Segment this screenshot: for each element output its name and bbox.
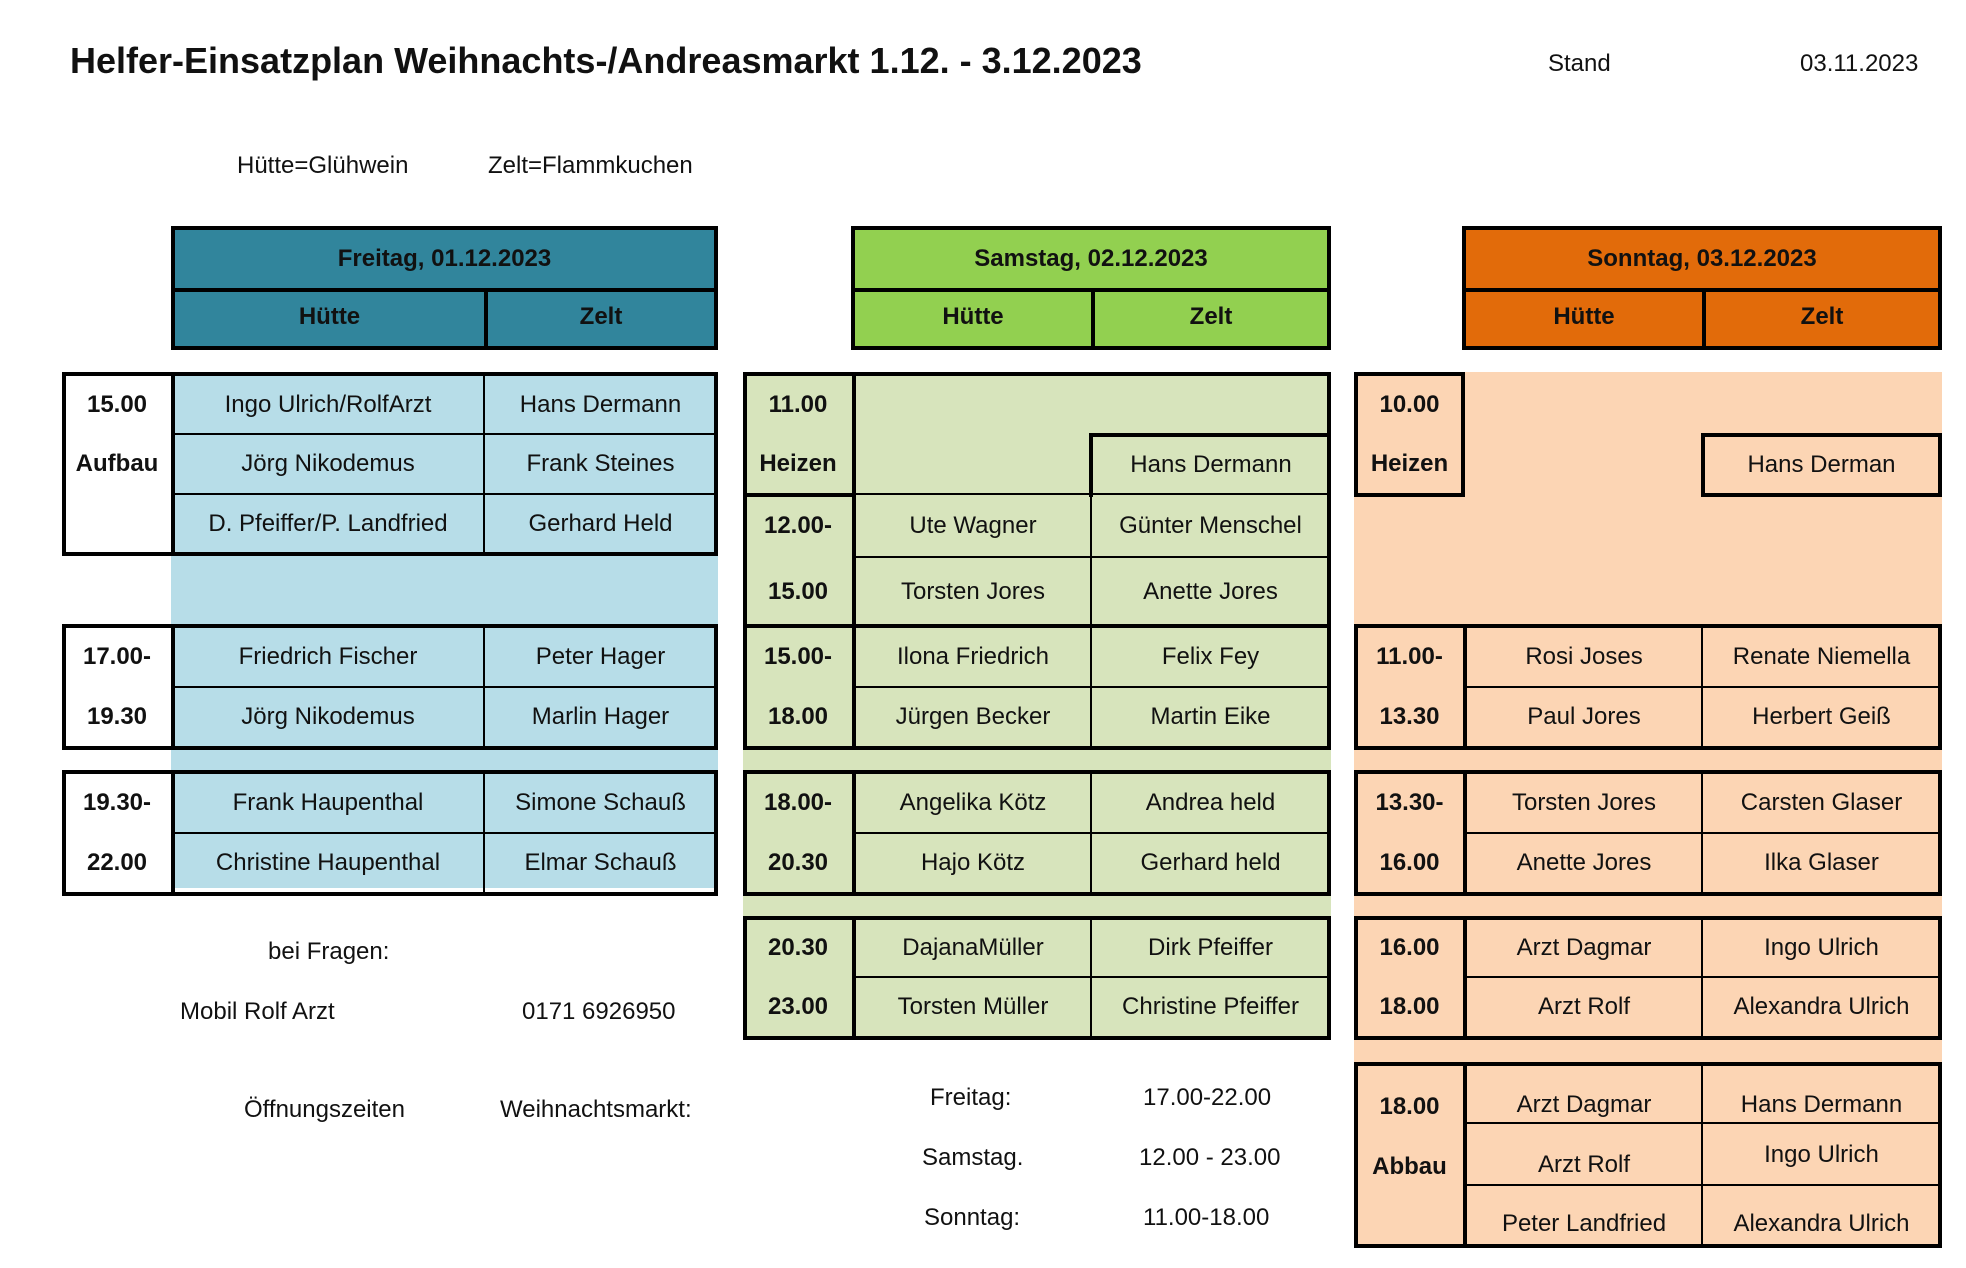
table-cell: Hans Dermann — [1740, 1091, 1903, 1118]
table-cell: Günter Menschel — [1119, 512, 1302, 539]
table-cell: Arzt Dagmar — [1516, 1091, 1652, 1118]
table-cell: Renate Niemella — [1732, 643, 1911, 670]
saturday-title: Samstag, 02.12.2023 — [855, 230, 1327, 292]
table-cell: Alexandra Ulrich — [1733, 993, 1910, 1020]
friday-title: Freitag, 01.12.2023 — [175, 230, 714, 292]
hours-time: 11.00-18.00 — [1143, 1204, 1270, 1231]
saturday-slot5-time-start: 20.30 — [767, 934, 829, 961]
table-cell: Arzt Dagmar — [1516, 934, 1652, 961]
table-cell: Carsten Glaser — [1740, 789, 1903, 816]
saturday-slot2-time-start: 12.00- — [763, 512, 833, 539]
table-cell: Torsten Müller — [897, 993, 1049, 1020]
table-cell: Torsten Jores — [1511, 789, 1657, 816]
friday-col-zelt: Zelt — [579, 303, 623, 330]
table-cell: Angelika Kötz — [899, 789, 1047, 816]
saturday-header — [851, 226, 1331, 350]
sunday-col-zelt: Zelt — [1800, 303, 1844, 330]
table-cell: Christine Pfeiffer — [1122, 993, 1299, 1020]
sunday-slot1-time: 10.00 — [1379, 391, 1440, 418]
table-cell: Hans Dermann — [519, 391, 682, 418]
sunday-header — [1462, 226, 1942, 350]
table-cell: Felix Fey — [1161, 643, 1260, 670]
table-cell: D. Pfeiffer/P. Landfried — [208, 510, 448, 537]
saturday-slot1-label: Heizen — [759, 450, 837, 477]
table-cell: Rosi Joses — [1525, 643, 1643, 670]
table-cell: Ingo Ulrich/RolfArzt — [224, 391, 432, 418]
friday-slot2-time-end: 19.30 — [86, 703, 148, 730]
table-cell: DajanaMüller — [902, 934, 1044, 961]
friday-header — [171, 226, 718, 350]
saturday-slot4-time-end: 20.30 — [767, 849, 829, 876]
friday-slot2-time-start: 17.00- — [82, 643, 152, 670]
friday-col-huette: Hütte — [175, 288, 488, 346]
sunday-slot3-time-end: 16.00 — [1379, 849, 1440, 876]
table-cell: Elmar Schauß — [524, 849, 677, 876]
table-cell: Ute Wagner — [909, 512, 1037, 539]
table-cell: Anette Jores — [1516, 849, 1652, 876]
hours-day: Samstag. — [922, 1144, 1024, 1171]
table-cell: Frank Steines — [526, 450, 675, 477]
saturday-col-zelt: Zelt — [1189, 303, 1233, 330]
saturday-slot3-time-end: 18.00 — [767, 703, 829, 730]
table-cell: Gerhard held — [1140, 849, 1281, 876]
table-cell: Peter Landfried — [1501, 1210, 1667, 1237]
table-cell: Ilka Glaser — [1764, 849, 1879, 876]
hours-time: 17.00-22.00 — [1143, 1084, 1272, 1111]
table-cell: Martin Eike — [1150, 703, 1271, 730]
table-cell: Simone Schauß — [515, 789, 686, 816]
saturday-slot1-time: 11.00 — [768, 391, 828, 418]
legend-zelt: Zelt=Flammkuchen — [488, 152, 693, 179]
hours-time: 12.00 - 23.00 — [1139, 1144, 1281, 1171]
friday-slot1-label: Aufbau — [75, 450, 159, 477]
table-cell: Alexandra Ulrich — [1733, 1210, 1910, 1237]
divider — [852, 556, 1331, 558]
sunday-slot2-time-end: 13.30 — [1379, 703, 1440, 730]
saturday-slot4-time-start: 18.00- — [763, 789, 833, 816]
table-cell: Anette Jores — [1143, 578, 1278, 605]
table-cell: Ingo Ulrich — [1764, 1141, 1879, 1168]
hours-label-market: Weihnachtsmarkt: — [500, 1096, 692, 1123]
table-cell: Paul Jores — [1527, 703, 1641, 730]
sunday-slot5-label: Abbau — [1372, 1153, 1447, 1180]
contact-name: Mobil Rolf Arzt — [180, 998, 335, 1025]
sunday-slot4-time-start: 16.00 — [1379, 934, 1440, 961]
hours-day: Freitag: — [930, 1084, 1012, 1111]
friday-slot3-time-start: 19.30- — [82, 789, 152, 816]
hours-label: Öffnungszeiten — [244, 1096, 406, 1123]
sunday-slot5-time: 18.00 — [1379, 1093, 1440, 1120]
sunday-title: Sonntag, 03.12.2023 — [1466, 230, 1938, 292]
table-cell: Torsten Jores — [900, 578, 1046, 605]
sunday-slot1-label: Heizen — [1370, 450, 1449, 477]
table-cell: Jörg Nikodemus — [241, 450, 415, 477]
sunday-slot4-time-end: 18.00 — [1379, 993, 1440, 1020]
divider — [1701, 1184, 1942, 1186]
table-cell: Christine Haupenthal — [215, 849, 441, 876]
saturday-slot3-time-start: 15.00- — [763, 643, 833, 670]
table-cell: Hans Dermann — [1130, 451, 1292, 478]
table-cell: Jörg Nikodemus — [241, 703, 415, 730]
table-cell: Andrea held — [1145, 789, 1276, 816]
table-cell: Friedrich Fischer — [238, 643, 418, 670]
legend-huette: Hütte=Glühwein — [237, 152, 409, 179]
hours-day: Sonntag: — [924, 1204, 1021, 1231]
table-cell: Arzt Rolf — [1537, 1151, 1630, 1178]
stand-label: Stand — [1548, 50, 1611, 77]
sunday-slot3-time-start: 13.30- — [1375, 789, 1444, 816]
table-cell: Herbert Geiß — [1752, 703, 1891, 730]
table-cell: Frank Haupenthal — [232, 789, 424, 816]
contact-label: bei Fragen: — [268, 938, 390, 965]
saturday-col-huette: Hütte — [855, 288, 1095, 346]
table-cell: Peter Hager — [535, 643, 666, 670]
table-cell: Gerhard Held — [528, 510, 673, 537]
table-cell: Hajo Kötz — [920, 849, 1026, 876]
saturday-slot5-time-end: 23.00 — [767, 993, 829, 1020]
table-cell: Marlin Hager — [531, 703, 670, 730]
table-cell: Ingo Ulrich — [1764, 934, 1879, 961]
friday-slot3-time-end: 22.00 — [86, 849, 148, 876]
table-cell: Dirk Pfeiffer — [1148, 934, 1273, 961]
sunday-slot2-time-start: 11.00- — [1376, 643, 1443, 670]
table-cell: Ilona Friedrich — [896, 643, 1050, 670]
table-cell: Arzt Rolf — [1537, 993, 1630, 1020]
table-cell: Hans Derman — [1747, 451, 1896, 478]
saturday-slot2-time-end: 15.00 — [767, 578, 829, 605]
sunday-col-huette: Hütte — [1466, 288, 1706, 346]
friday-slot1-time: 15.00 — [86, 391, 148, 418]
page-title: Helfer-Einsatzplan Weihnachts-/Andreasmarkt 1.12. - 3.12.2023 — [70, 40, 1142, 81]
contact-number: 0171 6926950 — [522, 998, 676, 1025]
table-cell: Jürgen Becker — [895, 703, 1051, 730]
stand-date: 03.11.2023 — [1800, 50, 1919, 77]
